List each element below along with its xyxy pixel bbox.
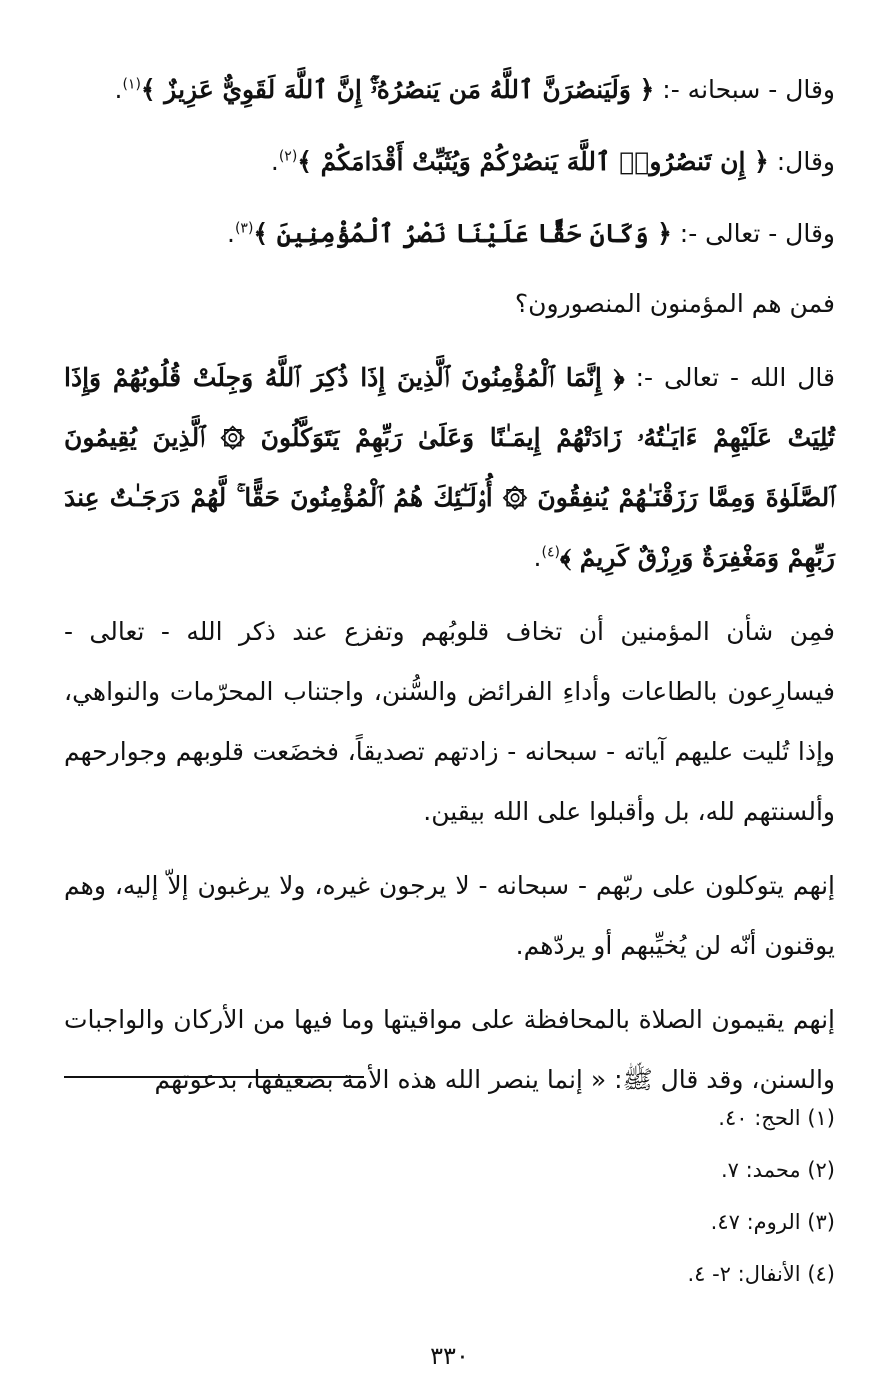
quote-intro: وقال:	[768, 147, 835, 176]
quote-intro: وقال - تعالى -:	[671, 219, 835, 248]
quran-verse: ﴿ وَكَانَ حَقًّا عَلَيْنَا نَصْرُ ٱلْمُؤْمِنِينَ ﴾	[253, 219, 672, 248]
sentence-end: .	[226, 219, 235, 248]
footnote-separator	[64, 1076, 364, 1078]
footnote: (٣) الروم: ٤٧.	[710, 1210, 835, 1234]
quote-anfal	[64, 348, 835, 588]
footnote-ref: (١)	[122, 76, 141, 93]
sentence-end: .	[533, 543, 542, 572]
sentence-end: .	[114, 75, 123, 104]
quote-rum	[64, 202, 835, 266]
paragraph: إنهم يقيمون الصلاة بالمحافظة على مواقيتها وما فيها من الأركان والواجبات والسنن، وقد قال ﷺ: « إنما ينصر الله هذه الأمة بضعيفها، بدعوتهم	[64, 1005, 835, 1094]
footnote-ref: (٢)	[278, 148, 298, 165]
footnote: (٢) محمد: ٧.	[720, 1158, 835, 1182]
footnote: (٤) الأنفال: ٢- ٤.	[687, 1262, 835, 1286]
sentence-end: .	[270, 147, 279, 176]
paragraph: إنهم يتوكلون على ربّهم - سبحانه - لا يرجون غيره، ولا يرغبون إلاّ إليه، وهم يوقنون أنّه لن يُخيِّبهم أو يردّهم.	[64, 871, 835, 960]
quran-verse: ﴿ إِنَّمَا ٱلْمُؤْمِنُونَ ٱلَّذِينَ إِذَا ذُكِرَ ٱللَّهُ وَجِلَتْ قُلُوبُهُمْ وَإِذَا تُلِيَتْ عَلَيْهِمْ ءَايَـٰتُهُۥ زَادَتْهُمْ إِيمَـٰنًا وَعَلَىٰ رَبِّهِمْ يَتَوَكَّلُونَ ۞ ٱلَّذِينَ يُقِيمُونَ ٱلصَّلَوٰةَ وَمِمَّا رَزَقْنَـٰهُمْ يُنفِقُونَ ۞ أُو۟لَـٰٓئِكَ هُمُ ٱلْمُؤْمِنُونَ حَقًّا ۚ لَّهُمْ دَرَجَـٰتٌ عِندَ رَبِّهِمْ وَمَغْفِرَةٌ وَرِزْقٌ كَرِيمٌ ﴾	[64, 363, 835, 572]
footnotes	[64, 1092, 835, 1300]
page-number: ٣٣٠	[430, 1342, 469, 1370]
footnote-ref: (٣)	[234, 220, 254, 237]
page-body	[64, 58, 835, 1383]
quran-verse: ﴿ وَلَيَنصُرَنَّ ٱللَّهُ مَن يَنصُرُهُۥٓۚ إِنَّ ٱللَّهَ لَقَوِيٌّ عَزِيزٌ ﴾	[140, 75, 655, 104]
footnote-ref: (٤)	[541, 544, 560, 561]
footnote: (١) الحج: ٤٠.	[718, 1106, 835, 1130]
paragraph: فمِن شأن المؤمنين أن تخاف قلوبُهم وتفزع عند ذكر الله - تعالى - فيسارِعون بالطاعات وأداءِ الفرائض والسُّنن، واجتناب المحرّمات والنواهي، وإذا تُليت عليهم آياته - سبحانه - زادتهم تصديقاً، فخضَعت قلوبهم وجوارحهم وألسنتهم لله، بل وأقبلوا على الله بيقين.	[64, 617, 835, 826]
quote-hajj	[64, 58, 835, 122]
quote-intro: وقال - سبحانه -:	[654, 75, 835, 104]
quran-verse: ﴿ إِن تَنصُرُوا۟ ٱللَّهَ يَنصُرْكُمْ وَيُثَبِّتْ أَقْدَامَكُمْ ﴾	[297, 147, 769, 176]
quote-intro: قال الله - تعالى -:	[624, 363, 835, 392]
question-line: فمن هم المؤمنون المنصورون؟	[514, 289, 835, 318]
quote-muhammad	[64, 130, 835, 194]
